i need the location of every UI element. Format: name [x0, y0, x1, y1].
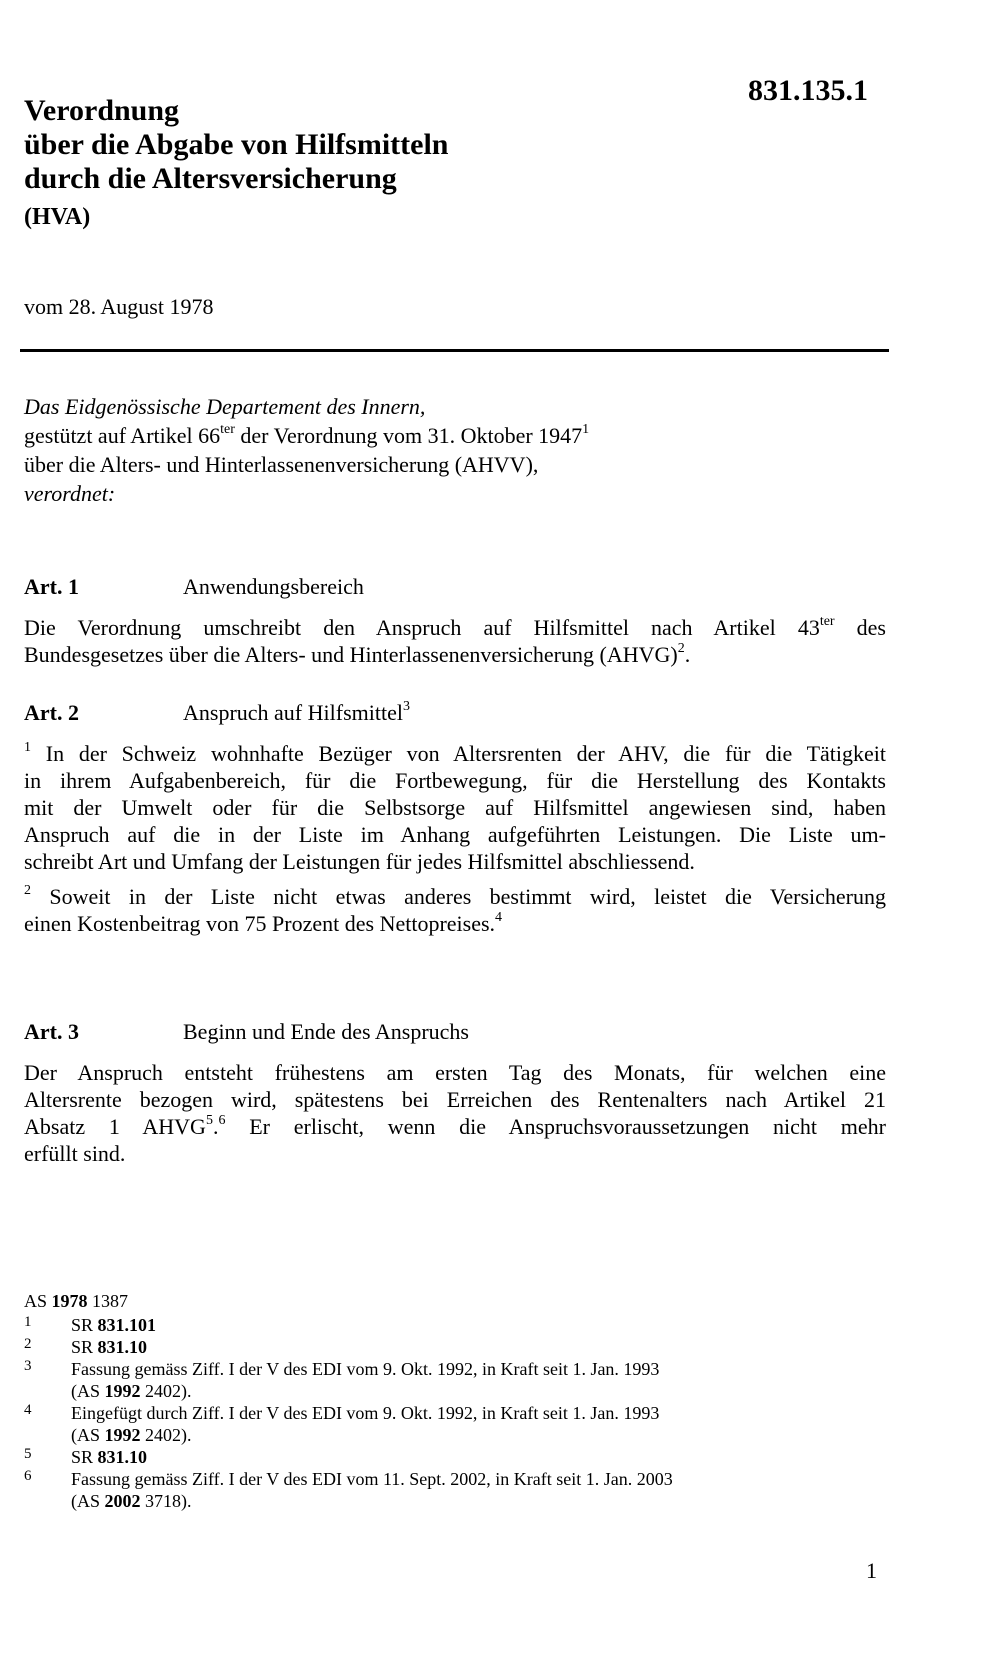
footnote-number: 5	[24, 1446, 32, 1462]
article-number: Art. 3	[24, 1019, 79, 1044]
footnote-ref[interactable]: 1	[582, 421, 590, 437]
article-text-line	[24, 740, 886, 767]
article-text-line	[24, 1113, 886, 1140]
footnote-text	[71, 1446, 884, 1468]
footnote-text: (AS	[71, 1425, 105, 1445]
footnote-text: (AS	[71, 1381, 105, 1401]
footnote-text: SR	[71, 1315, 98, 1335]
article-text-line: Der Anspruch entsteht frühestens am ersten Tag des Monats, für welchen eine	[24, 1060, 886, 1085]
article-text: Soweit in der Liste nicht etwas anderes bestimmt wird, leistet die Versicherung	[31, 884, 886, 909]
footnote-bold: 1992	[104, 1425, 141, 1445]
footnote-bold: 2002	[104, 1491, 141, 1511]
preamble-decree: verordnet:	[24, 481, 116, 506]
article-body	[24, 614, 886, 668]
article-title: Beginn und Ende des Anspruchs	[183, 1019, 469, 1044]
footnote-line: Eingefügt durch Ziff. I der V des EDI vom 9. Okt. 1992, in Kraft seit 1. Jan. 1993	[71, 1403, 660, 1423]
header-divider	[20, 349, 889, 352]
ter-superscript: ter	[220, 421, 235, 437]
article-text: In der Schweiz wohnhafte Bezüger von Altersrenten der AHV, die für die Tätigkeit	[31, 741, 886, 766]
footnote-text: (AS	[71, 1491, 105, 1511]
article-body	[24, 740, 886, 937]
preamble-basis	[24, 421, 589, 450]
title-line: Verordnung	[24, 94, 180, 127]
article-title-text: Anspruch auf Hilfsmittel	[183, 700, 403, 725]
article-text: .	[684, 642, 691, 667]
footnote-number: 3	[24, 1358, 32, 1374]
footnote-line: Fassung gemäss Ziff. I der V des EDI vom 11. Sept. 2002, in Kraft seit 1. Jan. 2003	[71, 1469, 673, 1489]
article-text-line: in ihrem Aufgabenbereich, für die Fortbewegung, für die Herstellung des Kontakts	[24, 768, 886, 793]
article-text-line	[24, 614, 886, 641]
footnote-ref[interactable]: 5	[205, 1112, 213, 1128]
footnote-number: 1	[24, 1314, 32, 1330]
sr-number: 831.135.1	[748, 74, 868, 107]
footnote-text	[71, 1468, 884, 1512]
footnote-text: 1387	[87, 1291, 129, 1311]
footnote-ref[interactable]: 4	[495, 909, 503, 925]
footnote-ref[interactable]: 3	[402, 698, 410, 714]
preamble	[24, 392, 589, 508]
footnote-number: 4	[24, 1402, 32, 1418]
footnote-bold: 1978	[51, 1291, 88, 1311]
footnote-number: 2	[24, 1336, 32, 1352]
article-body	[24, 1059, 886, 1167]
article-title	[183, 700, 410, 726]
article-text: Er erlischt, wenn die Anspruchsvoraussetzungen nicht mehr	[225, 1114, 886, 1139]
footnote-text	[71, 1314, 884, 1336]
preamble-basis-text: der Verordnung vom 31. Oktober 1947	[234, 423, 583, 448]
footnote-bold: 831.101	[97, 1315, 157, 1335]
page-number: 1	[866, 1558, 877, 1583]
footnote-text: 2402).	[140, 1381, 192, 1401]
footnote	[24, 1336, 884, 1358]
article-text-line: erfüllt sind.	[24, 1141, 126, 1166]
footnote-text: 2402).	[140, 1425, 192, 1445]
article-text: des	[834, 615, 886, 640]
article-number: Art. 2	[24, 700, 79, 725]
footnote-line: Fassung gemäss Ziff. I der V des EDI vom 9. Okt. 1992, in Kraft seit 1. Jan. 1993	[71, 1359, 660, 1379]
footnote	[24, 1402, 884, 1446]
enactment-date: vom 28. August 1978	[24, 294, 214, 319]
article-title: Anwendungsbereich	[183, 574, 364, 599]
article-number: Art. 1	[24, 574, 79, 599]
article-1	[24, 574, 886, 668]
footnote	[24, 1358, 884, 1402]
preamble-authority: Das Eidgenössische Departement des Innern,	[24, 394, 426, 419]
ter-superscript: ter	[819, 613, 835, 629]
footnote	[24, 1314, 884, 1336]
official-collection-ref	[24, 1290, 884, 1312]
article-text-line	[24, 910, 886, 937]
footnote-text: SR	[71, 1447, 98, 1467]
footnote-text: 3718).	[140, 1491, 192, 1511]
article-heading	[24, 1019, 886, 1049]
paragraph-1	[24, 740, 886, 875]
article-text: .	[212, 1114, 219, 1139]
article-text: einen Kostenbeitrag von 75 Prozent des Nettopreises.	[24, 911, 496, 936]
article-2	[24, 700, 886, 945]
footnote-bold: 831.10	[97, 1337, 148, 1357]
paragraph-number: 2	[24, 882, 31, 898]
footnote-text: AS	[24, 1291, 52, 1311]
footnote-number: 6	[24, 1468, 32, 1484]
article-text: Die Verordnung umschreibt den Anspruch auf Hilfsmittel nach Artikel 43	[24, 615, 820, 640]
preamble-basis-line2: über die Alters- und Hinterlassenenversicherung (AHVV),	[24, 452, 539, 477]
paragraph-number: 1	[24, 739, 31, 755]
article-3	[24, 1019, 886, 1167]
article-text-line: Anspruch auf die in der Liste im Anhang aufgeführten Leistungen. Die Liste um-	[24, 822, 886, 847]
preamble-basis-text: gestützt auf Artikel 66	[24, 423, 221, 448]
article-text-line: Altersrente bezogen wird, spätestens bei Erreichen des Rentenalters nach Artikel 21	[24, 1087, 886, 1112]
article-text-line: mit der Umwelt oder für die Selbstsorge auf Hilfsmittel angewiesen sind, haben	[24, 795, 886, 820]
footnote-text	[71, 1358, 884, 1402]
article-heading	[24, 700, 886, 730]
article-text: Absatz 1 AHVG	[24, 1114, 206, 1139]
footnote-bold: 831.10	[97, 1447, 148, 1467]
footnote-text: SR	[71, 1337, 98, 1357]
footnotes	[24, 1290, 884, 1512]
article-text-line	[24, 641, 886, 668]
footnote-text	[71, 1336, 884, 1358]
footnote-ref[interactable]: 6	[218, 1112, 226, 1128]
document-title	[24, 94, 448, 196]
article-text: Bundesgesetzes über die Alters- und Hinterlassenenversicherung (AHVG)	[24, 642, 678, 667]
title-line: durch die Altersversicherung	[24, 162, 397, 195]
paragraph-2	[24, 883, 886, 937]
article-text-line: schreibt Art und Umfang der Leistungen für jedes Hilfsmittel abschliessend.	[24, 849, 695, 874]
article-heading	[24, 574, 886, 604]
article-text-line	[24, 883, 886, 910]
footnote	[24, 1468, 884, 1512]
title-line: über die Abgabe von Hilfsmitteln	[24, 128, 449, 161]
footnote-text	[71, 1402, 884, 1446]
footnote-ref[interactable]: 2	[677, 640, 685, 656]
footnote	[24, 1446, 884, 1468]
footnote-bold: 1992	[104, 1381, 141, 1401]
title-abbreviation: (HVA)	[24, 204, 91, 230]
